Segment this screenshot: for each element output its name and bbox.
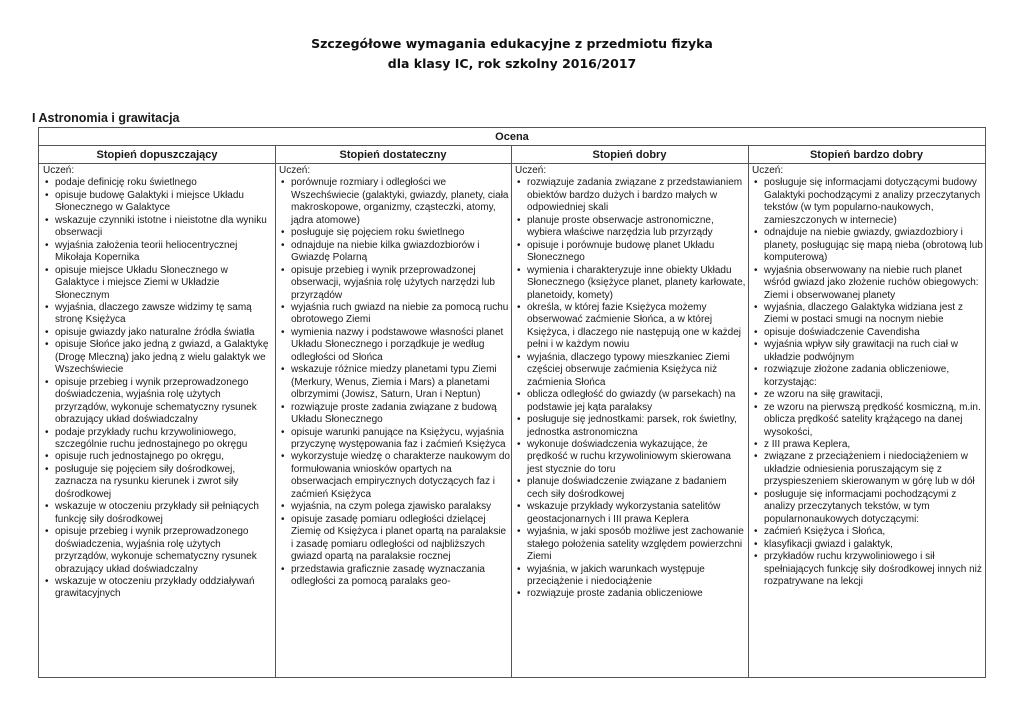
requirement-item: • wskazuje w otoczeniu przykłady sił pełniących funkcję siły dośrodkowej bbox=[42, 501, 275, 526]
document-subtitle: dla klasy IC, rok szkolny 2016/2017 bbox=[387, 56, 637, 71]
requirement-item: • przedstawia graficznie zasadę wyznaczania odległości za pomocą paralaks geo- bbox=[278, 564, 511, 589]
requirements-table bbox=[38, 127, 986, 678]
requirement-item: • wyjaśnia założenia teorii heliocentrycznej Mikołaja Kopernika bbox=[42, 240, 275, 265]
column-intro: Uczeń: bbox=[752, 165, 784, 176]
requirement-item: • odnajduje na niebie kilka gwiazdozbiorów i Gwiazdę Polarną bbox=[278, 240, 511, 265]
column-header-dopuszczajacy: Stopień dopuszczający bbox=[39, 146, 275, 164]
requirement-item: • rozwiązuje zadania związane z przedstawianiem obiektów bardzo dużych i bardzo małych w odpowiedniej skali bbox=[514, 177, 748, 214]
requirement-item: • posługuje się informacjami dotyczącymi budowy Galaktyki pochodzącymi z analizy przeczytanych tekstów (w tym popularno-naukowych, zamieszczonych w internecie) bbox=[751, 177, 985, 227]
requirement-item: • wyjaśnia wpływ siły grawitacji na ruch ciał w układzie podwójnym bbox=[751, 339, 985, 364]
requirement-item: • opisuje przebieg i wynik przeprowadzonej obserwacji, wyjaśnia rolę użytych narzędzi lub przyrządów bbox=[278, 265, 511, 302]
requirement-item: • związane z przeciążeniem i niedociążeniem w układzie odniesienia poruszającym się z przyspieszeniem skierowanym w górę lub w dół bbox=[751, 451, 985, 488]
column-dostateczny bbox=[275, 164, 511, 677]
requirement-item: • wskazuje w otoczeniu przykłady oddziaływań grawitacyjnych bbox=[42, 576, 275, 601]
requirement-item: • rozwiązuje złożone zadania obliczeniowe, korzystając: bbox=[751, 364, 985, 389]
requirement-item: • posługuje się pojęciem roku świetlnego bbox=[278, 227, 511, 239]
requirement-item: • posługuje się informacjami pochodzącymi z analizy przeczytanych tekstów, w tym popularnonaukowych dotyczącymi: bbox=[751, 489, 985, 526]
requirement-item: • wykorzystuje wiedzę o charakterze naukowym do formułowania wniosków opartych na obserwacjach empirycznych dotyczących faz i zaćmień Księżyca bbox=[278, 451, 511, 501]
column-intro: Uczeń: bbox=[279, 165, 311, 176]
column-bardzo-dobry bbox=[748, 164, 985, 677]
requirement-item: • wyjaśnia, dlaczego typowy mieszkaniec Ziemi częściej obserwuje zaćmienia Księżyca niż zaćmienia Słońca bbox=[514, 352, 748, 389]
requirement-item: • wyjaśnia, na czym polega zjawisko paralaksy bbox=[278, 501, 511, 513]
requirement-item: • wyjaśnia, dlaczego Galaktyka widziana jest z Ziemi w postaci smugi na nocnym niebie bbox=[751, 302, 985, 327]
requirement-item: • opisuje Słońce jako jedną z gwiazd, a Galaktykę (Drogę Mleczną) jako jedną z wielu galaktyk we Wszechświecie bbox=[42, 339, 275, 376]
column-intro: Uczeń: bbox=[43, 165, 75, 176]
requirement-item: • opisuje i porównuje budowę planet Układu Słonecznego bbox=[514, 240, 748, 265]
requirement-item: • ze wzoru na siłę grawitacji, bbox=[751, 389, 985, 401]
requirement-item: • opisuje zasadę pomiaru odległości dzielącej Ziemię od Księżyca i planet opartą na paralaksie i zasadę pomiaru odległości od najbliższych gwiazd opartą na paralaksie rocznej bbox=[278, 514, 511, 564]
requirement-item: • wskazuje różnice miedzy planetami typu Ziemi (Merkury, Wenus, Ziemia i Mars) a planetami olbrzymimi (Jowisz, Saturn, Uran i Neptun) bbox=[278, 364, 511, 401]
requirement-item: • opisuje warunki panujące na Księżycu, wyjaśnia przyczynę występowania faz i zaćmień Księżyca bbox=[278, 427, 511, 452]
requirement-item: • wskazuje przykłady wykorzystania satelitów geostacjonarnych i III prawa Keplera bbox=[514, 501, 748, 526]
column-header-dostateczny: Stopień dostateczny bbox=[275, 146, 511, 164]
requirement-item: • wyjaśnia, dlaczego zawsze widzimy tę samą stronę Księżyca bbox=[42, 302, 275, 327]
column-dopuszczajacy bbox=[39, 164, 275, 677]
column-header-bardzo-dobry: Stopień bardzo dobry bbox=[748, 146, 985, 164]
requirement-item: • opisuje miejsce Układu Słonecznego w Galaktyce i miejsce Ziemi w Układzie Słonecznym bbox=[42, 265, 275, 302]
requirement-item: • planuje doświadczenie związane z badaniem cech siły dośrodkowej bbox=[514, 476, 748, 501]
requirement-item: • opisuje przebieg i wynik przeprowadzonego doświadczenia, wyjaśnia rolę użytych przyrządów, wykonuje schematyczny rysunek obrazujący układ doświadczalny bbox=[42, 377, 275, 427]
requirement-item: • rozwiązuje proste zadania obliczeniowe bbox=[514, 588, 748, 600]
requirement-item: • wymienia i charakteryzuje inne obiekty Układu Słonecznego (księżyce planet, planety karłowate, planetoidy, komety) bbox=[514, 265, 748, 302]
column-header-dobry: Stopień dobry bbox=[511, 146, 748, 164]
requirement-item: • rozwiązuje proste zadania związane z budową Układu Słonecznego bbox=[278, 402, 511, 427]
requirement-item: • oblicza odległość do gwiazdy (w parsekach) na podstawie jej kąta paralaksy bbox=[514, 389, 748, 414]
requirement-item: • opisuje gwiazdy jako naturalne źródła światła bbox=[42, 327, 275, 339]
requirement-item: • wykonuje doświadczenia wykazujące, że prędkość w ruchu krzywoliniowym skierowana jest stycznie do toru bbox=[514, 439, 748, 476]
requirement-item: • porównuje rozmiary i odległości we Wszechświecie (galaktyki, gwiazdy, planety, ciała makroskopowe, organizmy, cząsteczki, atomy, jądra atomowe) bbox=[278, 177, 511, 227]
requirement-item: • wyjaśnia ruch gwiazd na niebie za pomocą ruchu obrotowego Ziemi bbox=[278, 302, 511, 327]
requirement-item: • z III prawa Keplera, bbox=[751, 439, 985, 451]
requirement-item: • odnajduje na niebie gwiazdy, gwiazdozbiory i planety, posługując się mapą nieba (obrotową lub komputerową) bbox=[751, 227, 985, 264]
requirement-item: • posługuje się pojęciem siły dośrodkowej, zaznacza na rysunku kierunek i zwrot siły dośrodkowej bbox=[42, 464, 275, 501]
requirement-item: • podaje definicję roku świetlnego bbox=[42, 177, 275, 189]
section-title: I Astronomia i grawitacja bbox=[32, 111, 180, 125]
table-top-header: Ocena bbox=[39, 128, 985, 146]
requirement-item: • klasyfikacji gwiazd i galaktyk, bbox=[751, 539, 985, 551]
column-dobry bbox=[511, 164, 748, 677]
document-title: Szczegółowe wymagania edukacyjne z przedmiotu fizyka bbox=[311, 36, 713, 51]
column-intro: Uczeń: bbox=[515, 165, 547, 176]
requirement-item: • wskazuje czynniki istotne i nieistotne dla wyniku obserwacji bbox=[42, 215, 275, 240]
requirement-item: • posługuje się jednostkami: parsek, rok świetlny, jednostka astronomiczna bbox=[514, 414, 748, 439]
requirement-item: • planuje proste obserwacje astronomiczne, wybiera właściwe narzędzia lub przyrządy bbox=[514, 215, 748, 240]
requirement-item: • podaje przykłady ruchu krzywoliniowego, szczególnie ruchu jednostajnego po okręgu bbox=[42, 427, 275, 452]
requirement-item: • wyjaśnia, w jakich warunkach występuje przeciążenie i niedociążenie bbox=[514, 564, 748, 589]
requirement-item: • ze wzoru na pierwszą prędkość kosmiczną, m.in. oblicza prędkość satelity krążącego na danej wysokości, bbox=[751, 402, 985, 439]
requirement-item: • opisuje budowę Galaktyki i miejsce Układu Słonecznego w Galaktyce bbox=[42, 190, 275, 215]
requirement-item: • wymienia nazwy i podstawowe własności planet Układu Słonecznego i porządkuje je według odległości od Słońca bbox=[278, 327, 511, 364]
requirement-item: • opisuje ruch jednostajnego po okręgu, bbox=[42, 451, 275, 463]
requirement-item: • opisuje doświadczenie Cavendisha bbox=[751, 327, 985, 339]
requirement-item: • opisuje przebieg i wynik przeprowadzonego doświadczenia, wyjaśnia rolę użytych przyrządów, wykonuje schematyczny rysunek obrazujący układ doświadczalny bbox=[42, 526, 275, 576]
requirement-item: • zaćmień Księżyca i Słońca, bbox=[751, 526, 985, 538]
requirement-item: • przykładów ruchu krzywoliniowego i sił spełniających funkcję siły dośrodkowej innych niż rozpatrywane na lekcji bbox=[751, 551, 985, 588]
requirement-item: • wyjaśnia, w jaki sposób możliwe jest zachowanie stałego położenia satelity względem powierzchni Ziemi bbox=[514, 526, 748, 563]
requirement-item: • określa, w której fazie Księżyca możemy obserwować zaćmienie Słońca, a w której Księżyca, i dlaczego nie następują one w każdej pełni i w każdym nowiu bbox=[514, 302, 748, 352]
requirement-item: • wyjaśnia obserwowany na niebie ruch planet wśród gwiazd jako złożenie ruchów obiegowych: Ziemi i obserwowanej planety bbox=[751, 265, 985, 302]
